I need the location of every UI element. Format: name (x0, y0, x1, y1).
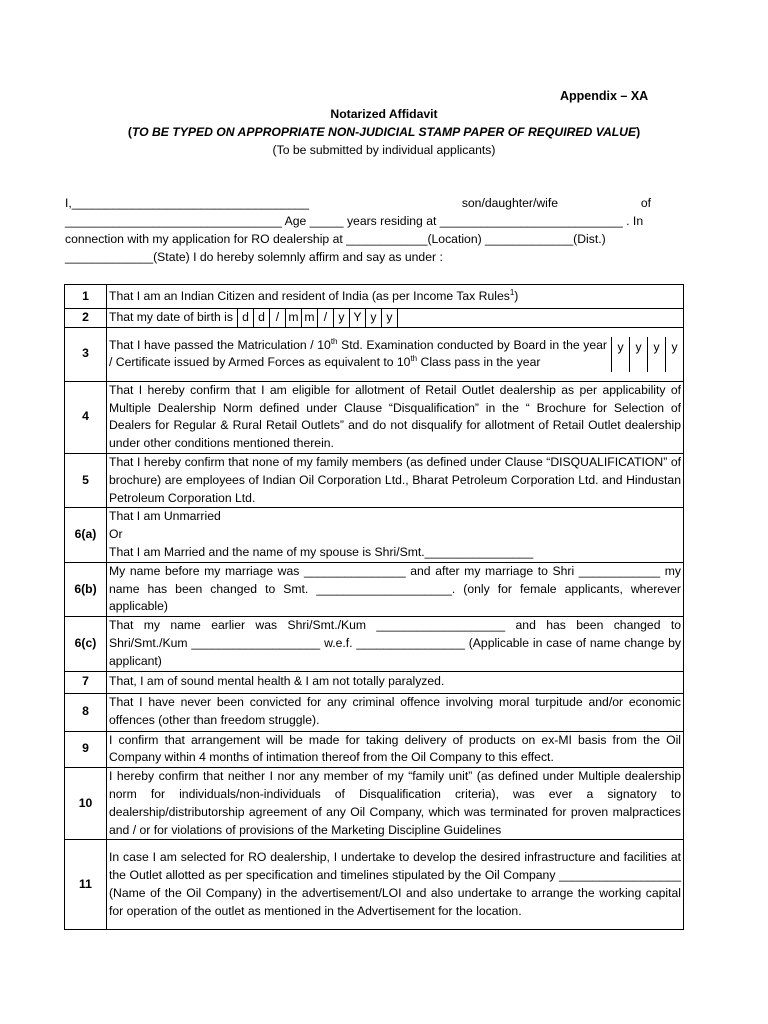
row-text (107, 508, 684, 562)
or-line: Or (109, 527, 123, 542)
row-number: 10 (65, 768, 107, 840)
table-row (65, 453, 684, 507)
year-box: y (629, 337, 647, 373)
intro-line-2: ________________________________ Age _____ years residing at ___________________________ . In (65, 214, 644, 228)
table-row (65, 617, 684, 671)
table-row (65, 381, 684, 453)
row-number: 11 (65, 840, 107, 930)
married-line: That I am Married and the name of my spouse is Shri/Smt.________________ (109, 544, 534, 559)
row-number: 1 (65, 285, 107, 309)
row-text: That, I am of sound mental health & I am not totally paralyzed. (107, 671, 684, 693)
row-number: 5 (65, 453, 107, 507)
dob-box: Y (349, 309, 365, 327)
intro-paragraph (65, 195, 651, 267)
appendix-label: Appendix – XA (560, 89, 649, 103)
dob-label: That my date of birth is (109, 310, 233, 324)
dob-box: y (381, 309, 398, 327)
dob-box: m (285, 309, 301, 327)
table-row (65, 840, 684, 930)
year-box: y (665, 337, 683, 373)
table-row (65, 285, 684, 309)
document-subtitle: (TO BE TYPED ON APPROPRIATE NON-JUDICIAL STAMP PAPER OF REQUIRED VALUE) (127, 124, 641, 139)
row-number: 6(a) (65, 508, 107, 562)
intro-line-1 (65, 195, 651, 213)
row-text: My name before my marriage was _______________ and after my marriage to Shri ____________ my name has been changed to Smt. ____________________. (only for female applicants, wherever applicable) (107, 562, 684, 616)
table-row (65, 562, 684, 616)
document-title: Notarized Affidavit (330, 107, 438, 121)
row-text: That I am an Indian Citizen and resident of India (as per Income Tax Rules$^1$) (107, 285, 684, 309)
year-boxes (611, 337, 683, 373)
dob-separator: / (317, 309, 333, 327)
row-text (107, 309, 684, 328)
relation-text: son/daughter/wife (461, 196, 559, 210)
year-box: y (611, 337, 629, 373)
document-header (120, 106, 648, 159)
dob-box: d (253, 309, 269, 327)
row-text: That I hereby confirm that I am eligible for allotment of Retail Outlet dealership as per applicability of Multiple Dealership Norm defined under Clause “Disqualification” in the “ Brochure for Selection of Dealers for Regular & Rural Retail Outlets” and do not disqualify for allotment of Retail Outlet dealership under other conditions mentioned therein. (107, 381, 684, 453)
row-number: 6(c) (65, 617, 107, 671)
row-text: I hereby confirm that neither I nor any member of my “family unit” (as defined under Multiple dealership norm for individuals/non-individuals of Disqualification criteria), was ever a signatory to dealership/distributorship agreement of any Oil Company, which was terminated for proven malpractices and / or for violations of provisions of the Marketing Discipline Guidelines (107, 768, 684, 840)
dob-separator: / (269, 309, 285, 327)
row-number: 7 (65, 671, 107, 693)
row-text: That my name earlier was Shri/Smt./Kum ___________________ and has been changed to Shri/Smt./Kum ___________________ w.e.f. ________________ (Applicable in case of name change by applicant) (107, 617, 684, 671)
table-row (65, 508, 684, 562)
row-text: I confirm that arrangement will be made for taking delivery of products on ex-MI basis from the Oil Company within 4 months of intimation thereof from the Oil Company to this effect. (107, 731, 684, 768)
of-text: of (640, 196, 651, 210)
document-note: (To be submitted by individual applicants) (272, 142, 496, 157)
intro-line-3: connection with my application for RO dealership at ____________(Location) _____________(Dist.) (65, 232, 606, 246)
table-row (65, 309, 684, 328)
affidavit-table (64, 284, 684, 930)
matriculation-text: That I have passed the Matriculation / 10th Std. Examination conducted by Board in the year / Certificate issued by Armed Forces as equivalent to 10th Class pass in the year (109, 336, 607, 370)
row-number: 9 (65, 731, 107, 768)
row-number: 6(b) (65, 562, 107, 616)
unmarried-line: That I am Unmarried (109, 509, 221, 524)
table-row (65, 671, 684, 693)
row-text: That I have never been convicted for any criminal offence involving moral turpitude and/or economic offences (other than freedom struggle). (107, 693, 684, 731)
dob-box: d (237, 309, 253, 327)
row-number: 4 (65, 381, 107, 453)
year-box: y (647, 337, 665, 373)
dob-boxes (237, 309, 398, 327)
table-row (65, 327, 684, 381)
table-row (65, 731, 684, 768)
row-number: 3 (65, 327, 107, 381)
row-text: In case I am selected for RO dealership, I undertake to develop the desired infrastructure and facilities at the Outlet allotted as per specification and timelines stipulated by the Oil Company __________________ (Name of the Oil Company) in the advertisement/LOI and also undertake to arrange the working capital for operation of the outlet as mentioned in the Advertisement for the location. (107, 840, 684, 930)
name-blank: I,___________________________________ (65, 196, 310, 210)
table-row (65, 768, 684, 840)
row-number: 8 (65, 693, 107, 731)
row-text (107, 327, 684, 381)
table-row (65, 693, 684, 731)
dob-box: y (333, 309, 349, 327)
row-number: 2 (65, 309, 107, 328)
dob-box: y (365, 309, 381, 327)
intro-line-4: _____________(State) I do hereby solemnly affirm and say as under : (65, 250, 443, 264)
dob-box: m (301, 309, 317, 327)
row-text: That I hereby confirm that none of my family members (as defined under Clause “DISQUALIFICATION” of brochure) are employees of Indian Oil Corporation Ltd., Bharat Petroleum Corporation Ltd. and Hindustan Petroleum Corporation Ltd. (107, 453, 684, 507)
